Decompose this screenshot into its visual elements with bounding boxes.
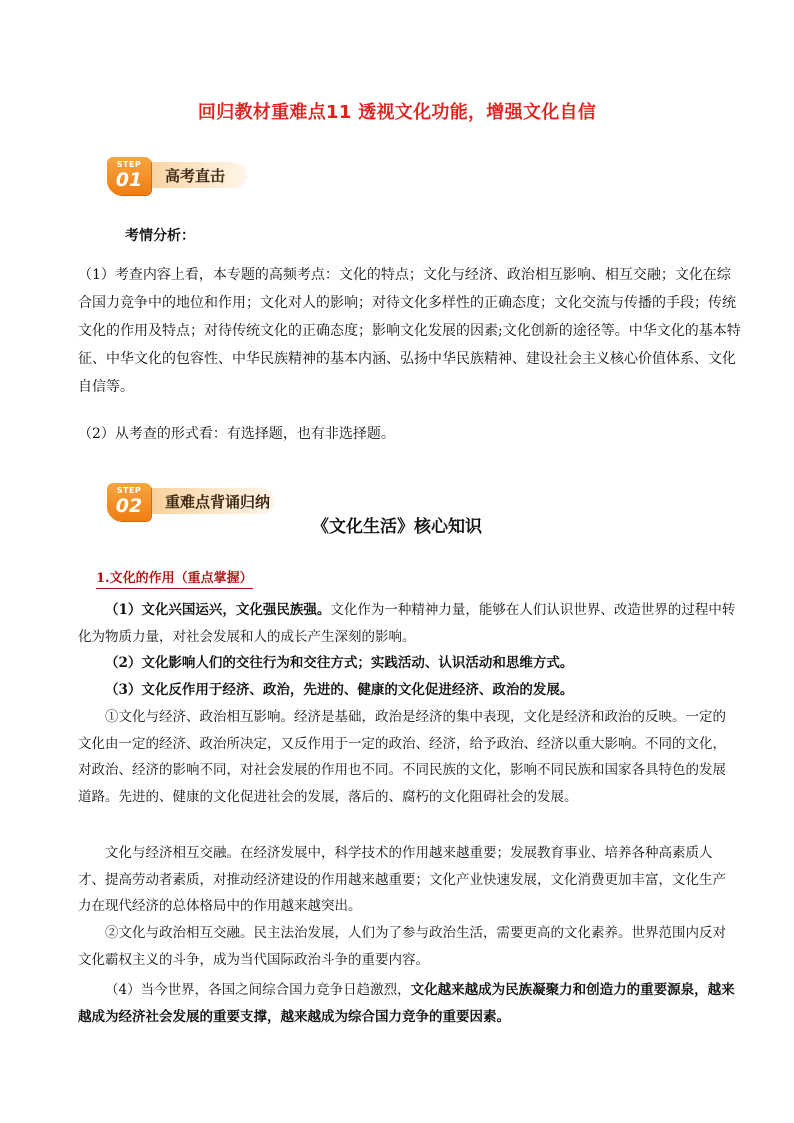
section-subtitle: 《文化生活》核心知识 bbox=[312, 517, 482, 537]
document-title: 回归教材重难点11 透视文化功能，增强文化自信 bbox=[197, 102, 597, 123]
analysis-paragraph-1: （1）考查内容上看，本专题的高频考点：文化的特点；文化与经济、政治相互影响、相互交融；文化在综合国力竞争中的地位和作用；文化对人的影响；对待文化多样性的正确态度；文化交流与传播的手段；传统文化的作用及特点；对待传统文化的正确态度；影响文化发展的因素;文化创新的途径等。中华文化的基本特征、中华文化的包容性、中华民族精神的基本内涵、弘扬中华民族精神、建设社会主义核心价值体系、文化自信等。 bbox=[78, 267, 741, 395]
step-name: 高考直击 bbox=[165, 167, 226, 185]
item-4 bbox=[78, 977, 738, 1030]
item-4-bold: 文化越来越成为民族凝聚力和创造力的重要源泉，越来越成为经济社会发展的重要支撑，越来越成为综合国力竞争的重要因素。 bbox=[78, 982, 735, 1025]
analysis-label: 考情分析： bbox=[125, 228, 195, 244]
item-1-bold: （1）文化兴国运兴，文化强民族强。 bbox=[105, 602, 331, 618]
item-1-text: 文化作为一种精神力量，能够在人们认识世界、改造世界的过程中转化为物质力量，对社会发展和人的成长产生深刻的影响。 bbox=[78, 602, 736, 645]
step-01-banner bbox=[107, 157, 252, 197]
item-2: （2）文化影响人们的交往行为和交往方式；实践活动、认识活动和思维方式。 bbox=[105, 655, 574, 671]
step-name: 重难点背诵归纳 bbox=[165, 493, 271, 511]
sub-point-3: ②文化与政治相互交融。民主法治发展，人们为了参与政治生活，需要更高的文化素养。世界范围内反对文化霸权主义的斗争，成为当代国际政治斗争的重要内容。 bbox=[78, 925, 726, 968]
step-number: 01 bbox=[115, 169, 143, 191]
item-4-text: （4）当今世界，各国之间综合国力竞争日趋激烈， bbox=[105, 982, 411, 998]
sub-point-2: 文化与经济相互交融。在经济发展中，科学技术的作用越来越重要；发展教育事业、培养各种高素质人才、提高劳动者素质，对推动经济建设的作用越来越重要；文化产业快速发展，文化消费更加丰富，文化生产力在现代经济的总体格局中的作用越来越突出。 bbox=[78, 845, 726, 914]
step-label: STEP bbox=[116, 160, 142, 169]
item-3: （3）文化反作用于经济、政治，先进的、健康的文化促进经济、政治的发展。 bbox=[105, 682, 574, 698]
step-number: 02 bbox=[115, 495, 143, 517]
step-badge bbox=[107, 157, 151, 195]
section-heading: 1.文化的作用（重点掌握） bbox=[96, 570, 253, 589]
item-1 bbox=[78, 597, 738, 650]
analysis-paragraph-2: （2）从考查的形式看：有选择题，也有非选择题。 bbox=[78, 426, 395, 442]
sub-point-1: ①文化与经济、政治相互影响。经济是基础，政治是经济的集中表现，文化是经济和政治的反映。一定的文化由一定的经济、政治所决定，又反作用于一定的政治、经济，给予政治、经济以重大影响。不同的文化，对政治、经济的影响不同，对社会发展的作用也不同。不同民族的文化，影响不同民族和国家各具特色的发展道路。先进的、健康的文化促进社会的发展，落后的、腐朽的文化阻碍社会的发展。 bbox=[78, 709, 726, 805]
step-label: STEP bbox=[116, 486, 142, 495]
